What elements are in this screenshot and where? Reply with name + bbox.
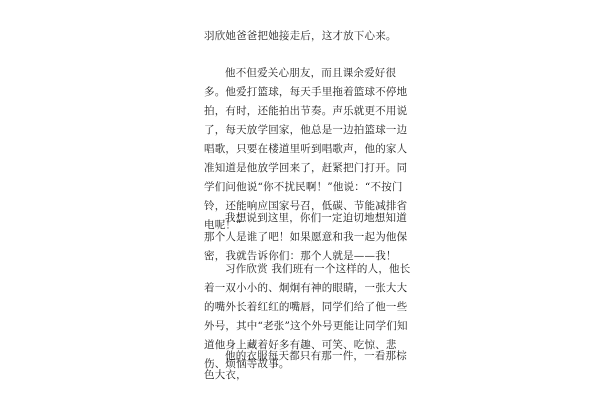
paragraph-3: 我想说到这里，你们一定迫切地想知道那个人是谁了吧！如果愿意和我一起为他保密，我就告诉你们：那个人就是——我！ (204, 212, 408, 262)
paragraph-1: 羽欣她爸爸把她接走后，这才放下心来。 (204, 30, 397, 42)
paragraph-4: 习作欣赏 我们班有一个这样的人，他长着一双小小的、炯炯有神的眼睛，一张大大的嘴外长着红红的嘴唇，同学们给了他一些外号，其中“老张”这个外号更能让同学们知道他身上藏着好多有趣、可笑、吃惊、悲伤、烦恼等故事。 (204, 263, 411, 370)
paragraph-2: 他不但爱关心朋友，而且课余爱好很多。他爱打篮球，每天手里拖着篮球不停地拍，有时，还能拍出节奏。声乐就更不用说了，每天放学回家，他总是一边拍篮球一边唱歌，只要在楼道里听到唱歌声，他的家人准知道是他放学回来了，赶紧把门打开。同学们问他说“你不扰民啊！”他说：“不按门铃，还能响应国家号召，低碳、节能减排省电呢！” (204, 67, 408, 231)
paragraph-5: 他的衣服每天都只有那一件，一看那棕色大衣， (204, 350, 407, 381)
